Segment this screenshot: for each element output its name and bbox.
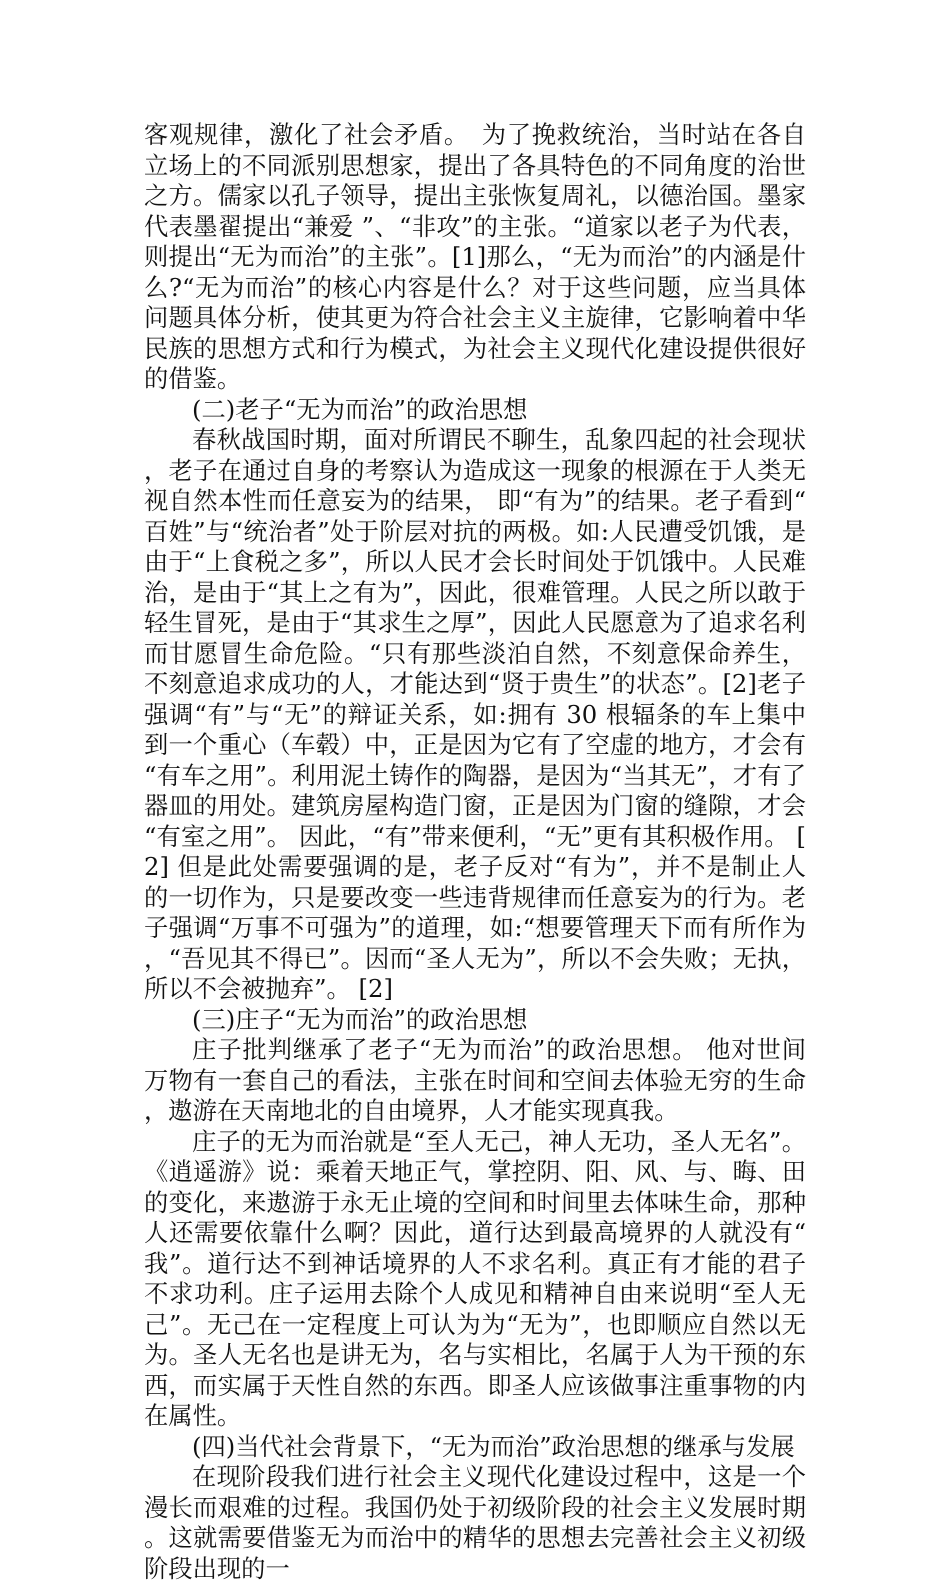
paragraph-zhuangzi-critique: 庄子批判继承了老子“无为而治”的政治思想。 他对世间万物有一套自己的看法，主张在时间和空间去体验无穷的生命，遨游在天南地北的自由境界，人才能实现真我。 [144, 1035, 806, 1125]
paragraph-contemporary: 在现阶段我们进行社会主义现代化建设过程中，这是一个漫长而艰难的过程。我国仍处于初级阶段的社会主义发展时期。这就需要借鉴无为而治中的精华的思想去完善社会主义初级阶段出现的一 [144, 1462, 806, 1583]
paragraph-laozi: 春秋战国时期，面对所谓民不聊生，乱象四起的社会现状，老子在通过自身的考察认为造成这一现象的根源在于人类无视自然本性而任意妄为的结果， 即“有为”的结果。老子看到“百姓”与“统治者”处于阶层对抗的两极。如:人民遭受饥饿，是由于“上食税之多”，所以人民才会长时间处于饥饿中。人民难治，是由于“其上之有为”，因此，很难管理。人民之所以敢于轻生冒死，是由于“其求生之厚”，因此人民愿意为了追求名利而甘愿冒生命危险。“只有那些淡泊自然，不刻意保命养生，不刻意追求成功的人，才能达到“贤于贵生”的状态”。[2]老子强调“有”与“无”的辩证关系，如:拥有 30 根辐条的车上集中到一个重心（车毂）中，正是因为它有了空虚的地方，才会有“有车之用”。利用泥土铸作的陶器，是因为“当其无”，才有了器皿的用处。建筑房屋构造门窗，正是因为门窗的缝隙，才会“有室之用”。 因此，“有”带来便利，“无”更有其积极作用。 [2] 但是此处需要强调的是，老子反对“有为”，并不是制止人的一切作为，只是要改变一些违背规律而任意妄为的行为。老子强调“万事不可强为”的道理，如:“想要管理天下而有所作为，“吾见其不得已”。因而“圣人无为”，所以不会失败；无执，所以不会被抛弃”。 [2] [144, 425, 806, 1003]
paragraph-zhuangzi-wuwei: 庄子的无为而治就是“至人无己，神人无功，圣人无名”。《逍遥游》说：乘着天地正气，掌控阴、阳、风、与、晦、田的变化，来遨游于永无止境的空间和时间里去体味生命，那种人还需要依靠什么啊？因此，道行达到最高境界的人就没有“我”。道行达不到神话境界的人不求名利。真正有才能的君子不求功利。庄子运用去除个人成见和精神自由来说明“至人无己”。无己在一定程度上可认为为“无为”，也即顺应自然以无为。圣人无名也是讲无为，名与实相比，名属于人为干预的东西，而实属于天性自然的东西。即圣人应该做事注重事物的内在属性。 [144, 1126, 806, 1430]
paragraph-intro: 客观规律，激化了社会矛盾。 为了挽救统治，当时站在各自立场上的不同派别思想家，提出了各具特色的不同角度的治世之方。儒家以孔子领导，提出主张恢复周礼，以德治国。墨家代表墨翟提出“兼爱 ”、“非攻”的主张。“道家以老子为代表，则提出“无为而治”的主张”。[1]那么，“无为而治”的内涵是什么?“无为而治”的核心内容是什么？对于这些问题，应当具体问题具体分析，使其更为符合社会主义主旋律，它影响着中华民族的思想方式和行为模式，为社会主义现代化建设提供很好的借鉴。 [144, 120, 806, 393]
document-page [144, 120, 806, 1584]
section-heading-laozi: (二)老子“无为而治”的政治思想 [192, 394, 528, 424]
section-heading-contemporary: (四)当代社会背景下，“无为而治”政治思想的继承与发展 [192, 1431, 795, 1461]
section-heading-zhuangzi: (三)庄子“无为而治”的政治思想 [192, 1004, 528, 1034]
